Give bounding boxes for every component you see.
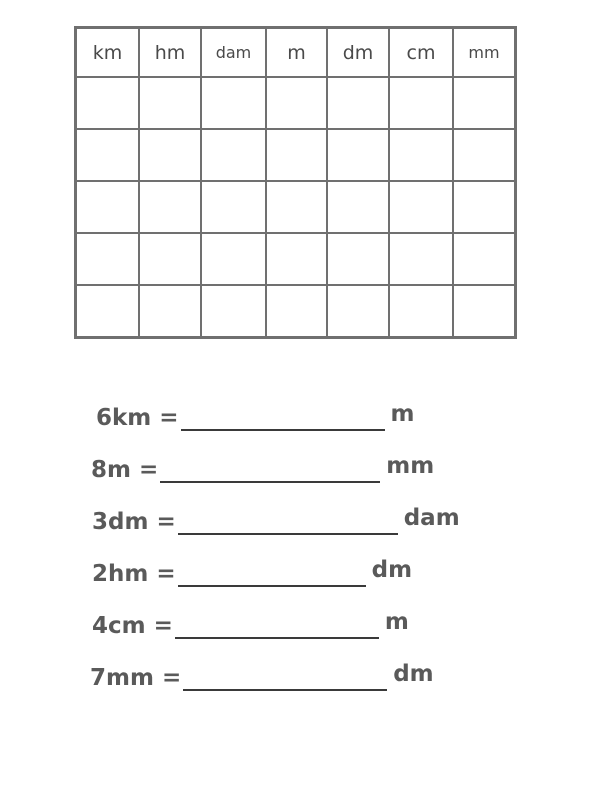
- table-cell[interactable]: [389, 181, 453, 233]
- table-cell[interactable]: [139, 181, 201, 233]
- table-cell[interactable]: [453, 77, 516, 129]
- header-mm: mm: [453, 28, 516, 78]
- table-cell[interactable]: [201, 233, 266, 285]
- table-cell[interactable]: [389, 77, 453, 129]
- table-cell[interactable]: [453, 129, 516, 181]
- exercise-prompt: 2hm =: [92, 561, 176, 587]
- table-row: [76, 77, 516, 129]
- header-hm: hm: [139, 28, 201, 78]
- table-cell[interactable]: [266, 233, 327, 285]
- exercise-unit: mm: [386, 453, 435, 479]
- table-cell[interactable]: [139, 77, 201, 129]
- answer-blank[interactable]: [181, 403, 385, 431]
- table-cell[interactable]: [139, 129, 201, 181]
- table-header-row: [76, 28, 516, 78]
- table-cell[interactable]: [327, 285, 389, 338]
- header-dam: dam: [201, 28, 266, 78]
- answer-blank[interactable]: [183, 663, 387, 691]
- table-cell[interactable]: [201, 77, 266, 129]
- header-cm: cm: [389, 28, 453, 78]
- exercise-unit: m: [384, 609, 409, 635]
- header-dm: dm: [327, 28, 389, 78]
- table-cell[interactable]: [327, 233, 389, 285]
- table-cell[interactable]: [389, 129, 453, 181]
- table-cell[interactable]: [76, 285, 140, 338]
- table-cell[interactable]: [76, 129, 140, 181]
- exercise-prompt: 3dm =: [92, 509, 176, 535]
- table-cell[interactable]: [266, 129, 327, 181]
- exercise-2: [91, 449, 434, 483]
- exercise-unit: dm: [393, 661, 434, 687]
- table-cell[interactable]: [327, 129, 389, 181]
- answer-blank[interactable]: [160, 455, 380, 483]
- exercise-1: [96, 397, 415, 431]
- table-cell[interactable]: [453, 233, 516, 285]
- table-cell[interactable]: [76, 77, 140, 129]
- exercise-4: [92, 553, 412, 587]
- exercise-5: [92, 605, 409, 639]
- exercise-prompt: 4cm =: [92, 613, 173, 639]
- table-cell[interactable]: [453, 285, 516, 338]
- table-cell[interactable]: [76, 233, 140, 285]
- table-cell[interactable]: [139, 285, 201, 338]
- exercise-unit: m: [390, 401, 415, 427]
- table-cell[interactable]: [389, 285, 453, 338]
- exercise-prompt: 6km =: [96, 405, 179, 431]
- header-km: km: [76, 28, 140, 78]
- table-cell[interactable]: [453, 181, 516, 233]
- table-row: [76, 285, 516, 338]
- table-cell[interactable]: [327, 77, 389, 129]
- table-cell[interactable]: [201, 129, 266, 181]
- table-cell[interactable]: [266, 181, 327, 233]
- table-cell[interactable]: [139, 233, 201, 285]
- answer-blank[interactable]: [175, 611, 379, 639]
- exercise-unit: dam: [403, 505, 460, 531]
- table-cell[interactable]: [266, 285, 327, 338]
- unit-conversion-table: [74, 26, 517, 339]
- header-m: m: [266, 28, 327, 78]
- exercise-prompt: 7mm =: [90, 665, 182, 691]
- table-row: [76, 233, 516, 285]
- table-cell[interactable]: [201, 285, 266, 338]
- table-row: [76, 129, 516, 181]
- table-row: [76, 181, 516, 233]
- table-cell[interactable]: [266, 77, 327, 129]
- answer-blank[interactable]: [178, 559, 366, 587]
- exercise-3: [92, 501, 460, 535]
- exercise-unit: dm: [371, 557, 413, 583]
- table-cell[interactable]: [201, 181, 266, 233]
- table-cell[interactable]: [389, 233, 453, 285]
- exercise-prompt: 8m =: [91, 457, 159, 483]
- answer-blank[interactable]: [178, 507, 398, 535]
- exercise-6: [90, 657, 434, 691]
- table-cell[interactable]: [76, 181, 140, 233]
- table-cell[interactable]: [327, 181, 389, 233]
